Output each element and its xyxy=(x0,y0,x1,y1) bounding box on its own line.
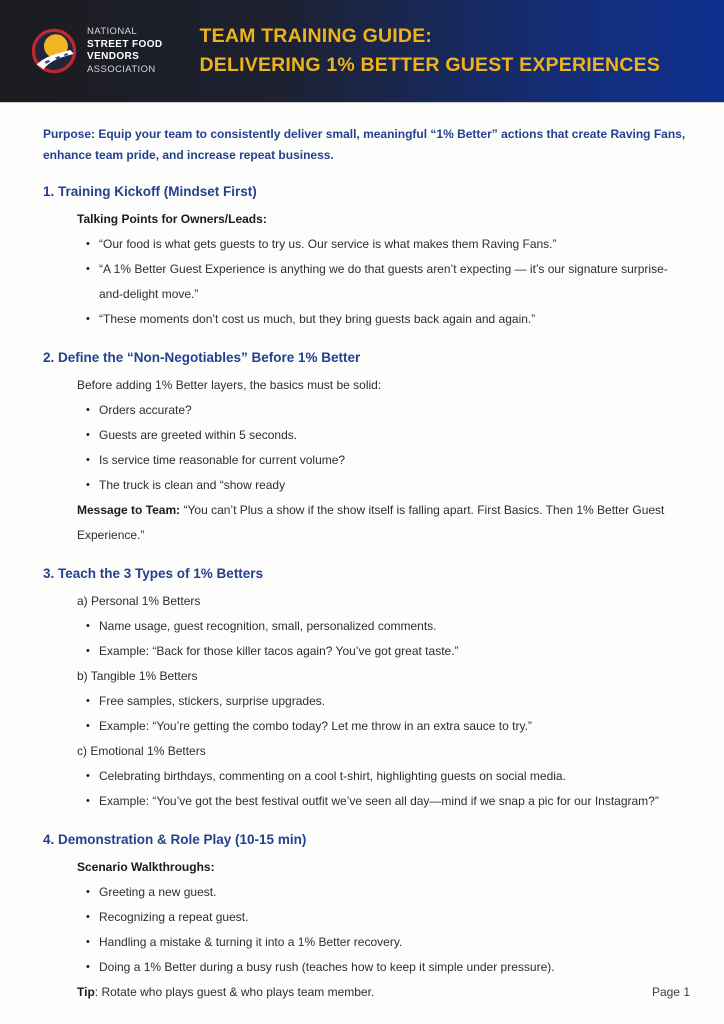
street-food-vendors-logo-icon xyxy=(31,28,77,74)
list-item: • Recognizing a repeat guest. xyxy=(99,905,690,930)
list-item: • Name usage, guest recognition, small, personalized comments. xyxy=(99,614,690,639)
group-label-tangible: b) Tangible 1% Betters xyxy=(77,669,198,683)
list-item: • The truck is clean and “show ready xyxy=(99,473,690,498)
section-4-subheading: Scenario Walkthroughs: xyxy=(77,860,215,874)
section-1-bullet-list xyxy=(77,232,690,332)
org-name-line4: ASSOCIATION xyxy=(87,63,156,75)
org-name-line2: STREET FOOD xyxy=(87,38,163,50)
section-non-negotiables xyxy=(43,349,690,548)
purpose-statement: Purpose: Equip your team to consistently deliver small, meaningful “1% Better” actions that create Raving Fans, enhance team pride, and increase repeat business. xyxy=(43,127,686,162)
section-2-heading: 2. Define the “Non-Negotiables” Before 1% Better xyxy=(43,350,361,365)
group-tangible-bullet-list xyxy=(77,689,690,739)
group-emotional-bullet-list xyxy=(77,764,690,814)
section-demonstration-role-play xyxy=(43,831,690,1005)
org-name-line1: NATIONAL xyxy=(87,26,138,37)
list-item: • Free samples, stickers, surprise upgrades. xyxy=(99,689,690,714)
org-logo xyxy=(31,26,163,76)
org-name-line3: VENDORS xyxy=(87,51,140,62)
section-1-subheading: Talking Points for Owners/Leads: xyxy=(77,212,267,226)
tip-label: Tip xyxy=(77,985,95,999)
list-item: • Celebrating birthdays, commenting on a cool t-shirt, highlighting guests on social media. xyxy=(99,764,690,789)
list-item: • Doing a 1% Better during a busy rush (teaches how to keep it simple under pressure). xyxy=(99,955,690,980)
footer-row xyxy=(77,980,690,1005)
list-item: • Is service time reasonable for current volume? xyxy=(99,448,690,473)
list-item: • Example: “You’re getting the combo today? Let me throw in an extra sauce to try.” xyxy=(99,714,690,739)
title-line-2: DELIVERING 1% BETTER GUEST EXPERIENCES xyxy=(199,54,661,76)
org-name xyxy=(87,26,163,76)
section-1-heading: 1. Training Kickoff (Mindset First) xyxy=(43,184,257,199)
list-item: • Handling a mistake & turning it into a 1% Better recovery. xyxy=(99,930,690,955)
group-personal-bullet-list xyxy=(77,614,690,664)
section-2-intro: Before adding 1% Better layers, the basics must be solid: xyxy=(77,378,382,392)
list-item: • “Our food is what gets guests to try us. Our service is what makes them Raving Fans.” xyxy=(99,232,690,257)
section-3-heading: 3. Teach the 3 Types of 1% Betters xyxy=(43,566,264,581)
list-item: • Orders accurate? xyxy=(99,398,690,423)
message-to-team xyxy=(77,498,690,548)
message-to-team-label: Message to Team: xyxy=(77,503,181,517)
section-4-bullet-list xyxy=(77,880,690,980)
group-label-personal: a) Personal 1% Betters xyxy=(77,594,201,608)
group-label-emotional: c) Emotional 1% Betters xyxy=(77,744,206,758)
list-item: • Guests are greeted within 5 seconds. xyxy=(99,423,690,448)
list-item: • “A 1% Better Guest Experience is anything we do that guests aren’t expecting — it’s our signature surprise-and-delight move.” xyxy=(99,257,690,307)
page-number: Page 1 xyxy=(651,985,690,999)
section-training-kickoff xyxy=(43,183,690,332)
list-item: • Example: “Back for those killer tacos again? You’ve got great taste.” xyxy=(99,639,690,664)
section-4-heading: 4. Demonstration & Role Play (10-15 min) xyxy=(43,832,307,847)
section-2-bullet-list xyxy=(77,398,690,498)
title-line-1: TEAM TRAINING GUIDE: xyxy=(199,25,433,47)
message-to-team-text: “You can’t Plus a show if the show itself is falling apart. First Basics. Then 1% Better Guest Experience.” xyxy=(77,503,665,542)
tip-note xyxy=(77,980,374,1005)
document-title xyxy=(200,22,661,80)
list-item: • Example: “You’ve got the best festival outfit we’ve seen all day—mind if we snap a pic for our Instagram?” xyxy=(99,789,690,814)
header-banner xyxy=(0,0,724,103)
tip-text: : Rotate who plays guest & who plays team member. xyxy=(94,985,375,999)
list-item: • Greeting a new guest. xyxy=(99,880,690,905)
section-three-types xyxy=(43,565,690,814)
list-item: • “These moments don’t cost us much, but they bring guests back again and again.” xyxy=(99,307,690,332)
document-body xyxy=(0,103,724,1005)
